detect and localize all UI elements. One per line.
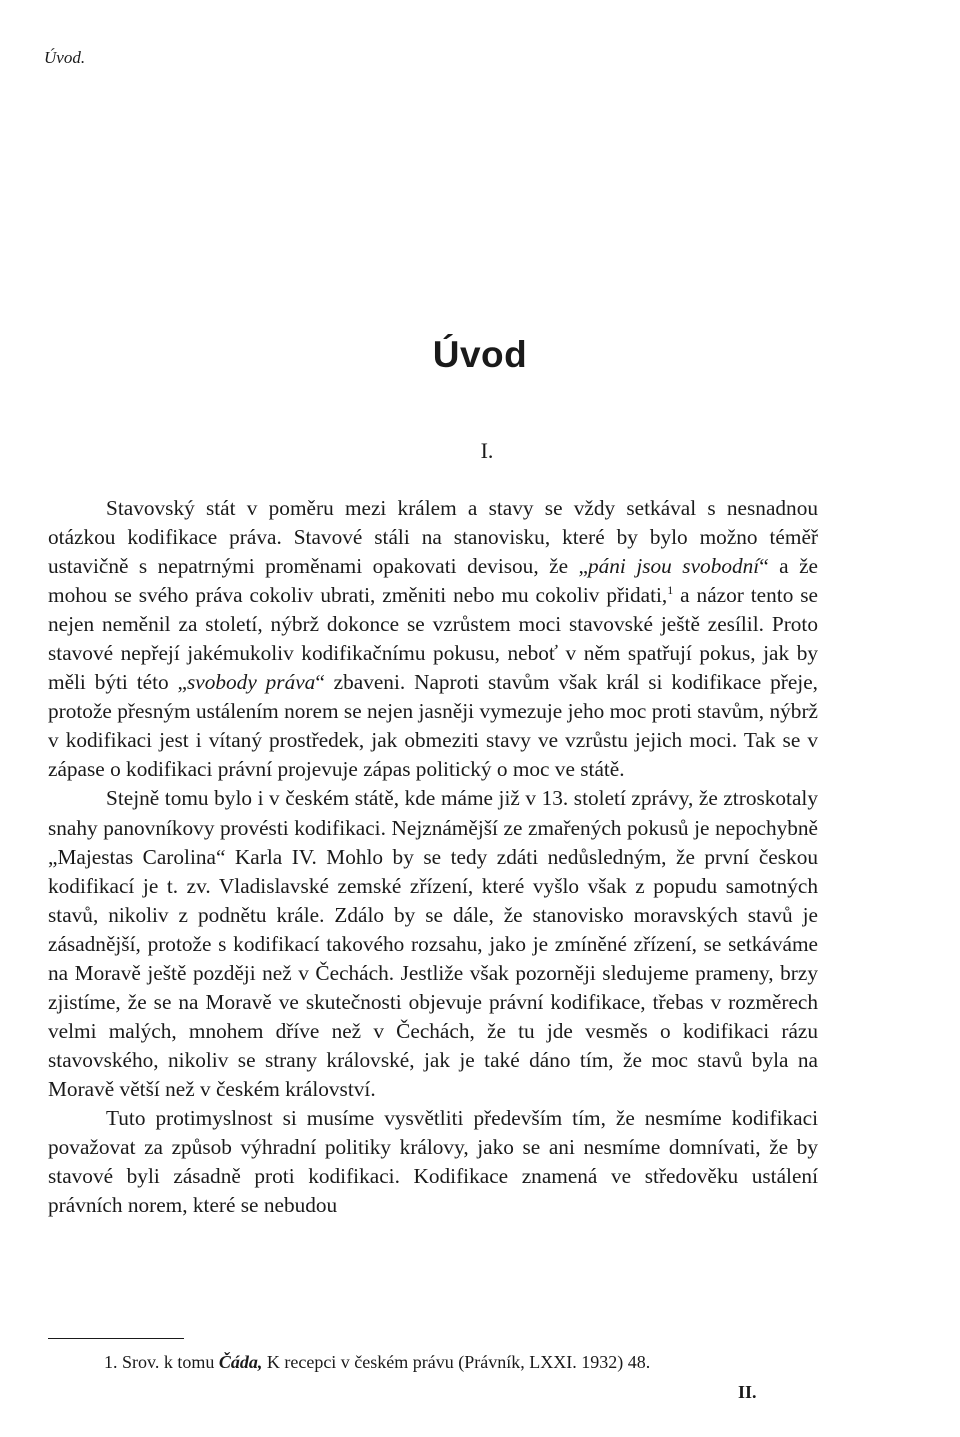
- body-text: [48, 494, 818, 1220]
- footnote-reference[interactable]: 1: [667, 583, 674, 598]
- section-number: I.: [480, 438, 494, 463]
- emphasis-pani-jsou-svobodni: páni jsou svobodní: [587, 554, 760, 579]
- chapter-title: Úvod: [432, 334, 528, 375]
- signature-mark: II.: [738, 1382, 757, 1402]
- paragraph-3: Tuto protimyslnost si musíme vysvětliti především tím, že nesmíme kodifikaci považovat za způsob výhradní politiky královy, jako se ani nesmíme domnívati, že by stavové byli zásadně proti kodifikaci. Kodifikace znamená ve středověku ustálení právních norem, které se nebudou: [48, 1105, 818, 1218]
- paragraph-1-text-c: “ a že mohou se svého práva cokoliv ubrati, změniti nebo mu cokoliv přidati,: [48, 554, 818, 608]
- footnote-text-c: K recepci v českém právu (Právník, LXXI. 1932) 48.: [262, 1352, 651, 1372]
- paragraph-1-text-f: “ zbaveni. Naproti stavům však král si kodifikace přeje, protože přesným ustálením norem se nejen jasněji vymezuje jeho moc proti stavům, nýbrž v kodifikaci jest i vítaný prostředek, jak obmeziti stavy ve vzrůstu jejich moci. Tak se v zápase o kodifikaci právní projevuje zápas politický o moc ve státě.: [48, 670, 818, 782]
- emphasis-svobody-prava: svobody práva: [186, 670, 316, 695]
- paragraph-1-text-a: Stavovský stát v poměru mezi králem a stavy se vždy setkával s nesnadnou otázkou kodifikace práva. Stavové stáli na stanovisku, které by bylo možno téměř ustavičně s nepatrnými proměnami opakovati devisou, že „: [48, 496, 818, 579]
- footnote: [104, 1350, 820, 1374]
- footnote-author: Čáda,: [218, 1352, 263, 1372]
- running-head: Úvod.: [44, 48, 86, 67]
- paragraph-1: [48, 494, 818, 784]
- footnote-text-a: 1. Srov. k tomu: [104, 1352, 219, 1372]
- footnote-divider: [48, 1338, 184, 1339]
- paragraph-2: Stejně tomu bylo i v českém státě, kde máme již v 13. století zprávy, že ztroskotaly snahy panovníkovy provésti kodifikaci. Nejznámější ze zmařených pokusů je nepochybně „Majestas Carolina“ Karla IV. Mohlo by se tedy zdáti nedůsledným, že první českou kodifikací je t. zv. Vladislavské zemské zřízení, které vyšlo však z popudu samotných stavů, nikoliv z podnětu krále. Zdálo by se dále, že stanovisko moravských stavů je zásadnější, protože s kodifikací takového rozsahu, jako je zmíněné zřízení, se setkáváme na Moravě ještě později než v Čechách. Jestliže však pozorněji sledujeme prameny, brzy zjistíme, že se na Moravě ve skutečnosti objevuje právní kodifikace, třebas v rozměrech velmi malých, mnohem dříve než v Čechách, že tu jde vesměs o kodifikaci rázu stavovského, nikoliv se strany královské, jak je také dáno tím, že moc stavů byla na Moravě větší než v českém království.: [48, 786, 818, 1101]
- paragraph-1-text-d: a názor tento se nejen neměnil za století, nýbrž dokonce se vzrůstem moci stavovské ještě zesílil. Proto stavové nepřejí jakémukoliv kodifikačnímu pokusu, neboť v něm spatřují pokus, jak by měli býti této „: [48, 583, 819, 695]
